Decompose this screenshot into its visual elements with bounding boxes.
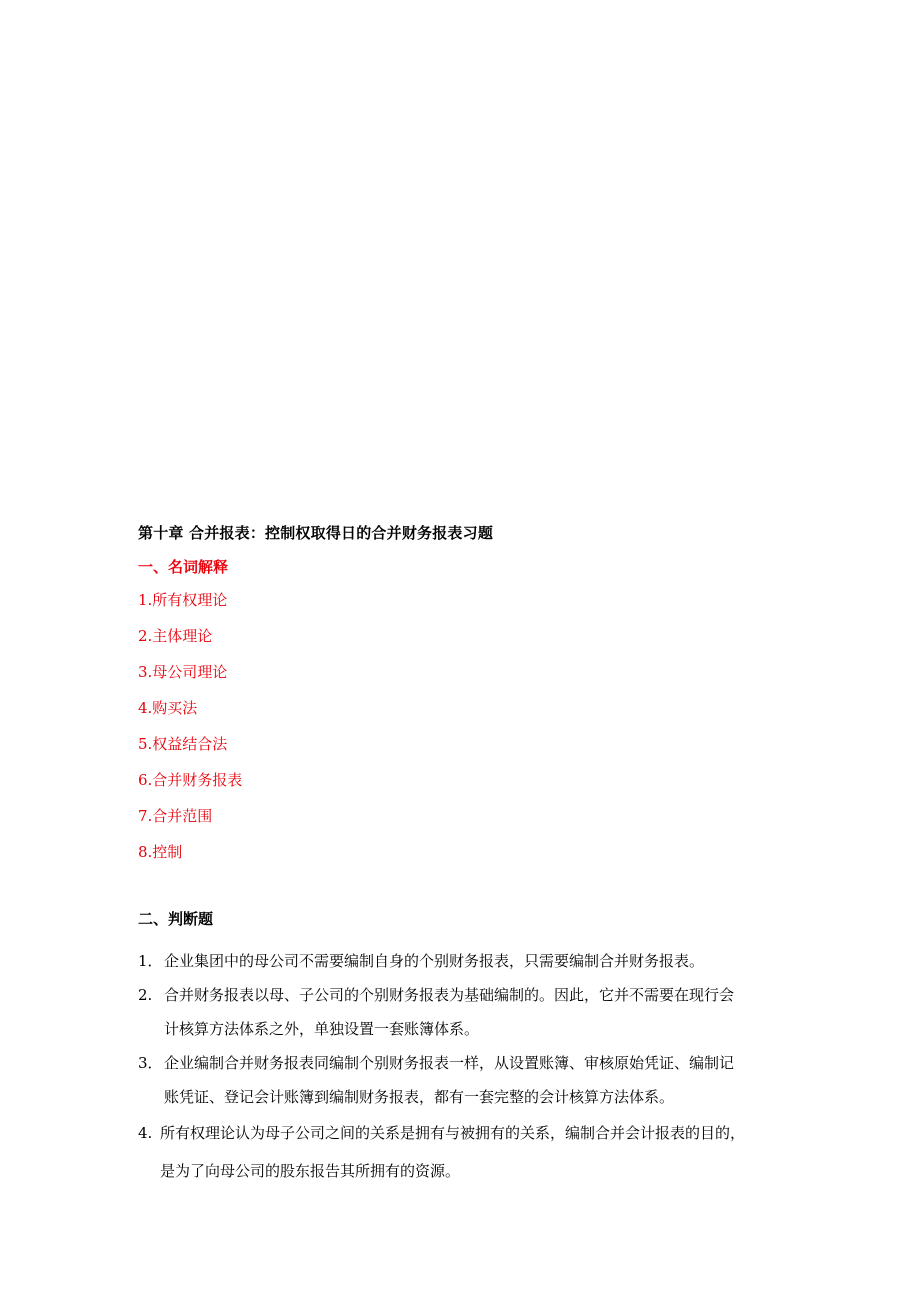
list-item: 3.母公司理论 <box>138 663 228 681</box>
section-heading-terms: 一、名词解释 <box>138 558 229 576</box>
question-text: 合并财务报表以母、子公司的个别财务报表为基础编制的。因此，它并不需要在现行会 <box>164 986 735 1004</box>
question-text: 企业编制合并财务报表同编制个别财务报表一样，从设置账簿、审核原始凭证、编制记 <box>164 1054 735 1072</box>
term-list <box>138 590 242 878</box>
list-item: 5.权益结合法 <box>138 735 228 753</box>
question-item <box>138 944 788 978</box>
list-item: 8.控制 <box>138 843 183 861</box>
question-text-continued: 计核算方法体系之外，单独设置一套账簿体系。 <box>164 1020 480 1038</box>
list-item: 6.合并财务报表 <box>138 771 243 789</box>
question-text-continued: 账凭证、登记会计账簿到编制财务报表，都有一套完整的会计核算方法体系。 <box>164 1088 675 1106</box>
chapter-title: 第十章 合并报表：控制权取得日的合并财务报表习题 <box>138 524 494 542</box>
question-number: 2. <box>138 986 153 1004</box>
question-list <box>138 944 788 1190</box>
list-item: 7.合并范围 <box>138 807 213 825</box>
question-item <box>138 978 788 1046</box>
question-number: 3． <box>138 1054 163 1072</box>
question-item <box>138 1046 788 1114</box>
list-item: 1.所有权理论 <box>138 591 228 609</box>
list-item: 2.主体理论 <box>138 627 213 645</box>
question-item <box>138 1114 788 1190</box>
question-text-continued: 是为了向母公司的股东报告其所拥有的资源。 <box>160 1162 461 1180</box>
section-heading-judgement: 二、判断题 <box>138 910 214 928</box>
question-number: 1． <box>138 952 163 970</box>
question-text: 企业集团中的母公司不需要编制自身的个别财务报表，只需要编制合并财务报表。 <box>164 952 705 970</box>
list-item: 4.购买法 <box>138 699 198 717</box>
question-text: 所有权理论认为母子公司之间的关系是拥有与被拥有的关系，编制合并会计报表的目的， <box>160 1124 746 1142</box>
question-number: 4. <box>138 1124 153 1142</box>
